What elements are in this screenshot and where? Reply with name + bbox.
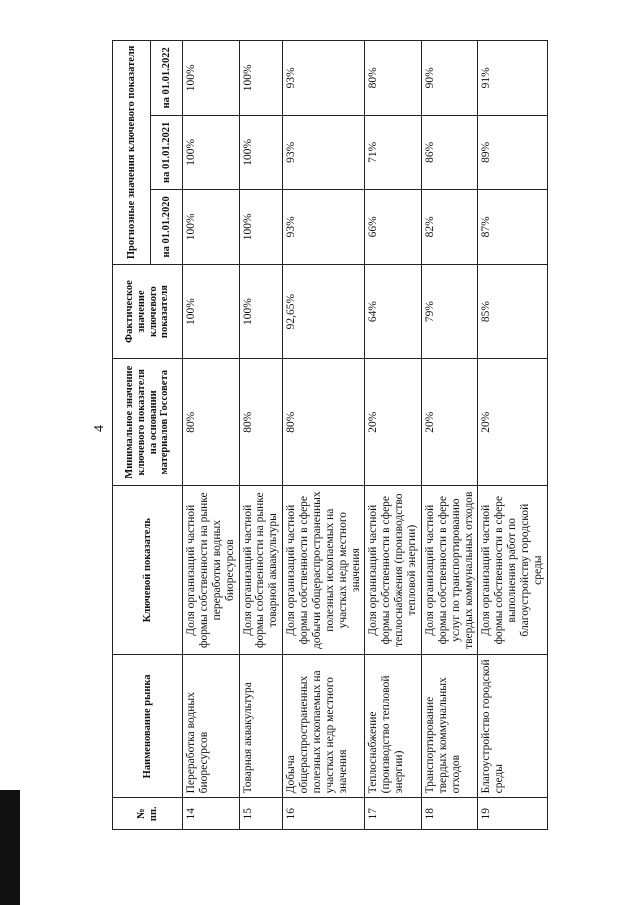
row-indicator: Доля организаций частной формы собственности на рынке переработки водных биоресурсов bbox=[183, 485, 240, 654]
row-2021: 71% bbox=[365, 115, 422, 190]
row-2022: 91% bbox=[478, 41, 547, 116]
row-2020: 87% bbox=[478, 190, 547, 265]
row-min-value: 20% bbox=[421, 359, 478, 485]
header-market: Наименование рынка bbox=[113, 655, 183, 798]
table-row bbox=[365, 41, 422, 830]
row-2021: 93% bbox=[283, 115, 365, 190]
header-actual: Фактическое значение ключевого показателя bbox=[113, 264, 183, 359]
row-num: 19 bbox=[478, 798, 547, 830]
header-forecast: Прогнозные значения ключевого показателя bbox=[113, 41, 151, 265]
row-2022: 100% bbox=[183, 41, 240, 116]
table-row bbox=[421, 41, 478, 830]
header-date-2020: на 01.01.2020 bbox=[151, 190, 183, 265]
row-num: 15 bbox=[239, 798, 283, 830]
row-market: Теплоснабжение (производство тепловой энергии) bbox=[365, 655, 422, 798]
row-market: Транспортирование твердых коммунальных отходов bbox=[421, 655, 478, 798]
row-2020: 100% bbox=[183, 190, 240, 265]
row-indicator: Доля организаций частной формы собственности в сфере выполнения работ по благоустройству городской среды bbox=[478, 485, 547, 654]
header-date-2022: на 01.01.2022 bbox=[151, 41, 183, 116]
row-2020: 82% bbox=[421, 190, 478, 265]
row-2021: 100% bbox=[239, 115, 283, 190]
row-actual: 100% bbox=[183, 264, 240, 359]
table-row bbox=[478, 41, 547, 830]
row-2020: 93% bbox=[283, 190, 365, 265]
row-min-value: 80% bbox=[183, 359, 240, 485]
table-row bbox=[183, 41, 240, 830]
scan-edge-mark bbox=[0, 790, 20, 905]
row-2022: 80% bbox=[365, 41, 422, 116]
key-indicators-table bbox=[112, 40, 544, 830]
header-min-value: Минимальное значение ключевого показателя на основании материалов Госсовета bbox=[113, 359, 183, 485]
row-indicator: Доля организаций частной формы собственности на рынке товарной аквакультуры bbox=[239, 485, 283, 654]
row-min-value: 80% bbox=[283, 359, 365, 485]
row-num: 14 bbox=[183, 798, 240, 830]
row-market: Товарная аквакультура bbox=[239, 655, 283, 798]
row-2022: 100% bbox=[239, 41, 283, 116]
row-2021: 89% bbox=[478, 115, 547, 190]
row-min-value: 20% bbox=[365, 359, 422, 485]
table-row bbox=[239, 41, 283, 830]
row-num: 18 bbox=[421, 798, 478, 830]
page-number: 4 bbox=[92, 425, 107, 432]
row-min-value: 80% bbox=[239, 359, 283, 485]
row-num: 16 bbox=[283, 798, 365, 830]
row-2022: 93% bbox=[283, 41, 365, 116]
row-2021: 86% bbox=[421, 115, 478, 190]
row-indicator: Доля организаций частной формы собственности в сфере теплоснабжения (производство тепловой энергии) bbox=[365, 485, 422, 654]
row-market: Добыча общераспространенных полезных ископаемых на участках недр местного значения bbox=[283, 655, 365, 798]
row-2020: 100% bbox=[239, 190, 283, 265]
header-date-2021: на 01.01.2021 bbox=[151, 115, 183, 190]
row-min-value: 20% bbox=[478, 359, 547, 485]
row-2022: 90% bbox=[421, 41, 478, 116]
row-actual: 100% bbox=[239, 264, 283, 359]
table-row bbox=[283, 41, 365, 830]
header-indicator: Ключевой показатель bbox=[113, 485, 183, 654]
row-num: 17 bbox=[365, 798, 422, 830]
row-actual: 85% bbox=[478, 264, 547, 359]
row-actual: 64% bbox=[365, 264, 422, 359]
row-actual: 92,65% bbox=[283, 264, 365, 359]
header-row bbox=[113, 41, 151, 830]
row-market: Переработка водных биоресурсов bbox=[183, 655, 240, 798]
row-indicator: Доля организаций частной формы собственности в сфере услуг по транспортированию твердых коммунальных отходов bbox=[421, 485, 478, 654]
row-indicator: Доля организаций частной формы собственности в сфере добычи общераспространенных полезных ископаемых на участках недр местного значения bbox=[283, 485, 365, 654]
row-2021: 100% bbox=[183, 115, 240, 190]
row-2020: 66% bbox=[365, 190, 422, 265]
row-market: Благоустройство городской среды bbox=[478, 655, 547, 798]
header-num: № пп. bbox=[113, 798, 183, 830]
row-actual: 79% bbox=[421, 264, 478, 359]
